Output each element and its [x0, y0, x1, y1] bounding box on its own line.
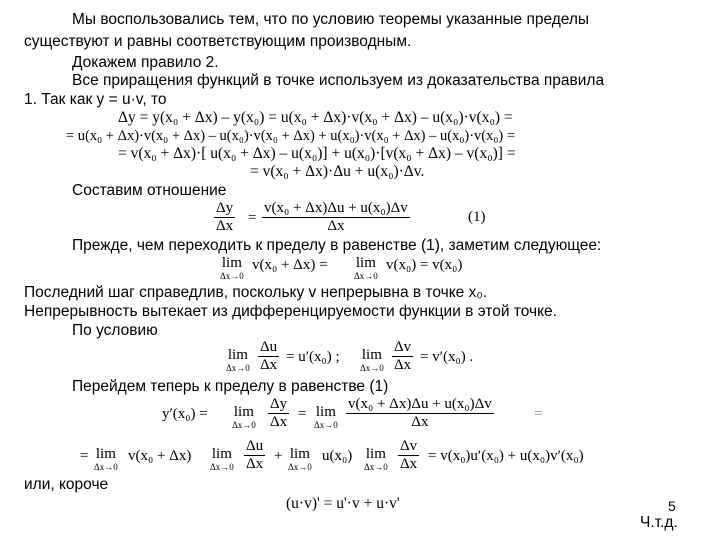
text-line: Непрерывность вытекает из дифференцируемости функции в этой точке.: [24, 303, 557, 320]
text-line: Последний шаг справедлив, поскольку v непрерывна в точке x₀.: [24, 284, 488, 301]
page-number: 5: [668, 498, 676, 514]
formula-part: v(x₀) = v(x₀): [386, 257, 463, 273]
qed-mark: Ч.т.д.: [640, 514, 678, 531]
equals-sign: =: [248, 210, 257, 226]
limit-operator: lim Δx→0: [94, 446, 118, 472]
limit-operator: lim Δx→0: [354, 255, 378, 281]
fraction-dv-dx: $\frac{\Delta v}{\Delta x}$: [394, 339, 412, 373]
limit-operator: lim Δx→0: [364, 446, 388, 472]
text-line: или, короче: [24, 476, 109, 493]
fraction-dv-dx: $\frac{\Delta v}{\Delta x}$: [400, 438, 418, 472]
equals-sign: =: [298, 406, 307, 422]
text-line: Докажем правило 2.: [72, 54, 219, 71]
numerator: Δy: [216, 200, 234, 216]
fraction-ratio-rhs: $\frac{\text{v(x₀ + Δx)Δu + u(x₀)Δv}}{\Delta x}$: [348, 396, 492, 430]
text-line: Составим отношение: [72, 182, 227, 199]
text-line: 1. Так как y = u·v, то: [24, 91, 167, 108]
formula-part: u(x₀): [322, 448, 353, 464]
fraction-du-dx: $\frac{\Delta u}{\Delta x}$: [246, 438, 264, 472]
fraction-ratio-rhs: [262, 200, 410, 235]
formula-line: Δy = y(x₀ + Δx) – y(x₀) = u(x₀ + Δx)·v(x₀ + Δx) – u(x₀)·v(x₀) =: [118, 109, 513, 126]
limit-operator: lim Δx→0: [314, 404, 338, 430]
formula-line: = v(x₀ + Δx)·[ u(x₀ + Δx) – u(x₀)] + u(x₀)·[v(x₀ + Δx) – v(x₀)] =: [118, 145, 516, 162]
equation-label: (1): [468, 209, 486, 225]
formula-line: = v(x₀ + Δx)·Δu + u(x₀)·Δv.: [250, 163, 425, 180]
limit-operator: lim Δx→0: [360, 347, 384, 373]
limit-operator: lim Δx→0: [288, 446, 312, 472]
fraction-dy-dx: $\frac{\Delta y}{\Delta x}$: [270, 396, 288, 430]
formula-part: = v(x₀)u′(x₀) + u(x₀)v′(x₀): [428, 448, 584, 464]
final-formula: (u·v)' = u'·v + u·v': [286, 495, 400, 512]
denominator: Δx: [327, 218, 345, 234]
denominator: Δx: [216, 218, 234, 234]
formula-part: v(x₀ + Δx) =: [252, 257, 328, 273]
formula-part: v(x₀ + Δx): [128, 448, 192, 464]
text-line: По условию: [72, 322, 158, 339]
text-line: Мы воспользовались тем, что по условию теоремы указанные пределы: [72, 11, 590, 28]
text-line: существуют и равны соответствующим производным.: [24, 33, 412, 50]
text-line: Перейдем теперь к пределу в равенстве (1): [72, 378, 389, 395]
numerator: v(x₀ + Δx)Δu + u(x₀)Δv: [264, 200, 408, 216]
formula-line: = u(x₀ + Δx)·v(x₀ + Δx) – u(x₀)·v(x₀ + Δx) + u(x₀)·v(x₀ + Δx) – u(x₀)·v(x₀) =: [66, 128, 516, 144]
fraction-du-dx: $\frac{\Delta u}{\Delta x}$: [260, 339, 278, 373]
equals-sign: =: [80, 448, 89, 464]
text-line: Все приращения функций в точке используем из доказательства правила: [72, 72, 605, 89]
text-line: Прежде, чем переходить к пределу в равенстве (1), заметим следующее:: [72, 237, 602, 254]
formula-part: = v′(x₀) .: [420, 349, 474, 365]
plus-sign: +: [274, 448, 283, 464]
formula-part: y′(x₀) =: [162, 406, 208, 422]
formula-part: = u′(x₀) ;: [286, 349, 340, 365]
limit-operator: lim Δx→0: [226, 347, 250, 373]
limit-operator: lim Δx→0: [232, 404, 256, 430]
fraction-dy-dx: [214, 200, 235, 235]
equals-sign: =: [534, 406, 543, 422]
limit-operator: lim Δx→0: [210, 446, 234, 472]
limit-operator: lim Δx→0: [220, 255, 244, 281]
